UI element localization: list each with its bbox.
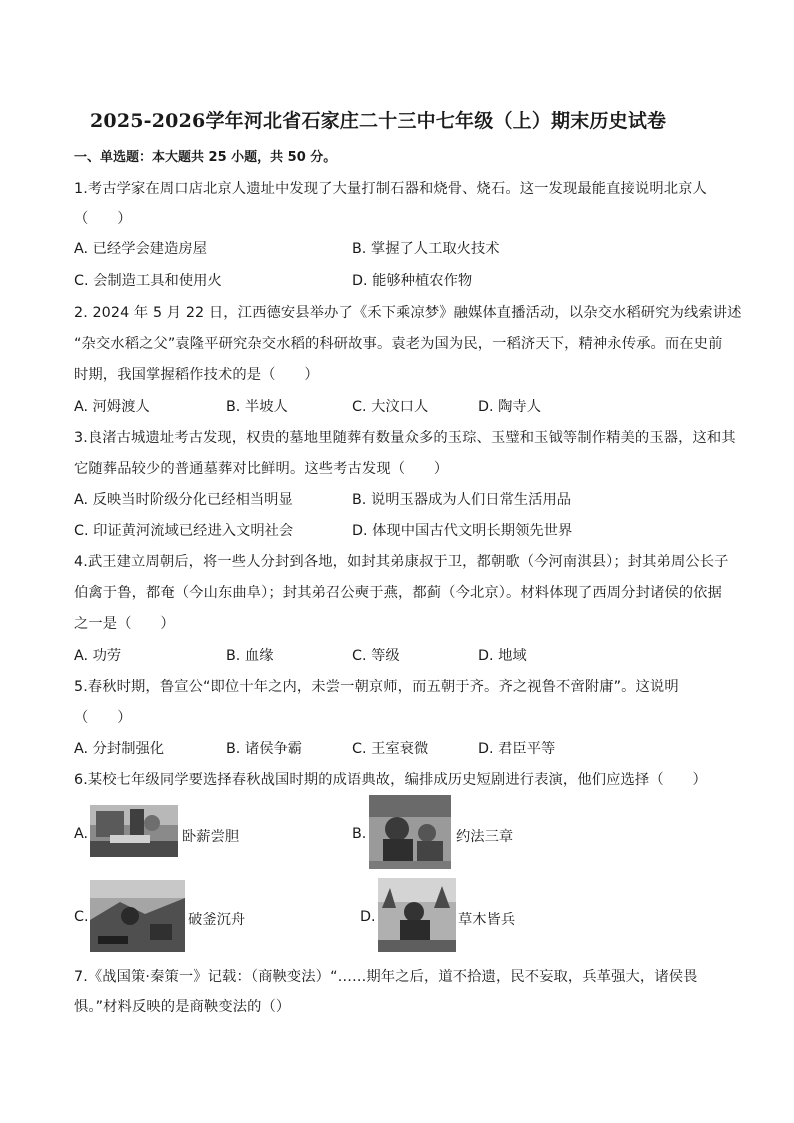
page-title: 2025-2026学年河北省石家庄二十三中七年级（上）期末历史试卷	[90, 110, 667, 132]
question-4-stem-line-3: 之一是（ ）	[74, 616, 175, 632]
question-3-option-a: A. 反映当时阶级分化已经相当明显	[74, 492, 293, 508]
question-6-option-c-letter: C.	[74, 909, 89, 925]
question-6-option-b-caption: 约法三章	[456, 829, 514, 845]
question-2-option-c: C. 大汶口人	[352, 399, 429, 415]
question-7-stem-line-2: 惧。”材料反映的是商鞅变法的（）	[74, 999, 291, 1015]
question-6-option-c-caption: 破釜沉舟	[188, 912, 246, 928]
question-3-stem-line-2: 它随葬品较少的普通墓葬对比鲜明。这些考古发现（ ）	[74, 461, 449, 477]
question-2-option-a: A. 河姆渡人	[74, 399, 150, 415]
question-4-option-a: A. 功劳	[74, 648, 122, 664]
section-heading: 一、单选题：本大题共 25 小题，共 50 分。	[74, 150, 337, 165]
option-a-illustration	[90, 805, 178, 857]
question-6-option-a-letter: A.	[74, 826, 89, 842]
question-4-stem-line-2: 伯禽于鲁，都奄（今山东曲阜）；封其弟召公奭于燕，都蓟（今北京）。材料体现了西周分封诸侯的依据	[74, 585, 722, 601]
option-d-illustration	[378, 878, 456, 952]
question-6-stem: 6.某校七年级同学要选择春秋战国时期的成语典故，编排成历史短剧进行表演，他们应选择（ ）	[74, 772, 707, 788]
question-1-option-c: C. 会制造工具和使用火	[74, 273, 222, 289]
question-5-stem-line-1: 5.春秋时期，鲁宣公“即位十年之内，未尝一朝京师，而五朝于齐。齐之视鲁不啻附庸”。这说明	[74, 679, 679, 695]
question-2-stem-line-1: 2. 2024 年 5 月 22 日，江西德安县举办了《禾下乘凉梦》融媒体直播活动，以杂交水稻研究为线索讲述	[74, 305, 742, 321]
question-4-stem-line-1: 4.武王建立周朝后，将一些人分封到各地，如封其弟康叔于卫，都朝歌（今河南淇县）；封其弟周公长子	[74, 554, 729, 570]
question-1-option-b: B. 掌握了人工取火技术	[352, 241, 500, 257]
question-3-option-d: D. 体现中国古代文明长期领先世界	[352, 523, 573, 539]
question-2-stem-line-2: “杂交水稻之父”袁隆平研究杂交水稻的科研故事。袁老为国为民，一稻济天下，精神永传承。而在史前	[74, 336, 723, 352]
question-2-option-d: D. 陶寺人	[478, 399, 541, 415]
question-1-stem-line-1: 1.考古学家在周口店北京人遗址中发现了大量打制石器和烧骨、烧石。这一发现最能直接说明北京人	[74, 181, 707, 197]
question-7-stem-line-1: 7.《战国策·秦策一》记载：（商鞅变法）“……期年之后，道不拾遗，民不妄取，兵革强大，诸侯畏	[74, 969, 698, 985]
option-c-illustration	[90, 880, 185, 952]
question-6-option-d-letter: D.	[360, 909, 376, 925]
question-3-stem-line-1: 3.良渚古城遗址考古发现，权贵的墓地里随葬有数量众多的玉琮、玉璧和玉钺等制作精美的玉器，这和其	[74, 430, 736, 446]
question-5-option-d: D. 君臣平等	[478, 741, 556, 757]
question-1-option-d: D. 能够种植农作物	[352, 273, 473, 289]
question-1-stem-line-2: （ ）	[74, 211, 132, 227]
question-5-option-b: B. 诸侯争霸	[226, 741, 303, 757]
question-4-option-d: D. 地域	[478, 648, 527, 664]
question-3-option-c: C. 印证黄河流域已经进入文明社会	[74, 523, 294, 539]
question-1-option-a: A. 已经学会建造房屋	[74, 241, 207, 257]
question-6-option-a-caption: 卧薪尝胆	[182, 829, 240, 845]
question-4-option-c: C. 等级	[352, 648, 400, 664]
question-6-option-d-caption: 草木皆兵	[458, 912, 516, 928]
question-2-stem-line-3: 时期，我国掌握稻作技术的是（ ）	[74, 367, 319, 383]
question-2-option-b: B. 半坡人	[226, 399, 288, 415]
option-b-illustration	[369, 795, 451, 869]
question-5-option-a: A. 分封制强化	[74, 741, 165, 757]
question-5-option-c: C. 王室衰微	[352, 741, 429, 757]
question-3-option-b: B. 说明玉器成为人们日常生活用品	[352, 492, 572, 508]
question-6-option-b-letter: B.	[352, 826, 367, 842]
question-5-stem-line-2: （ ）	[74, 710, 132, 726]
question-4-option-b: B. 血缘	[226, 648, 274, 664]
